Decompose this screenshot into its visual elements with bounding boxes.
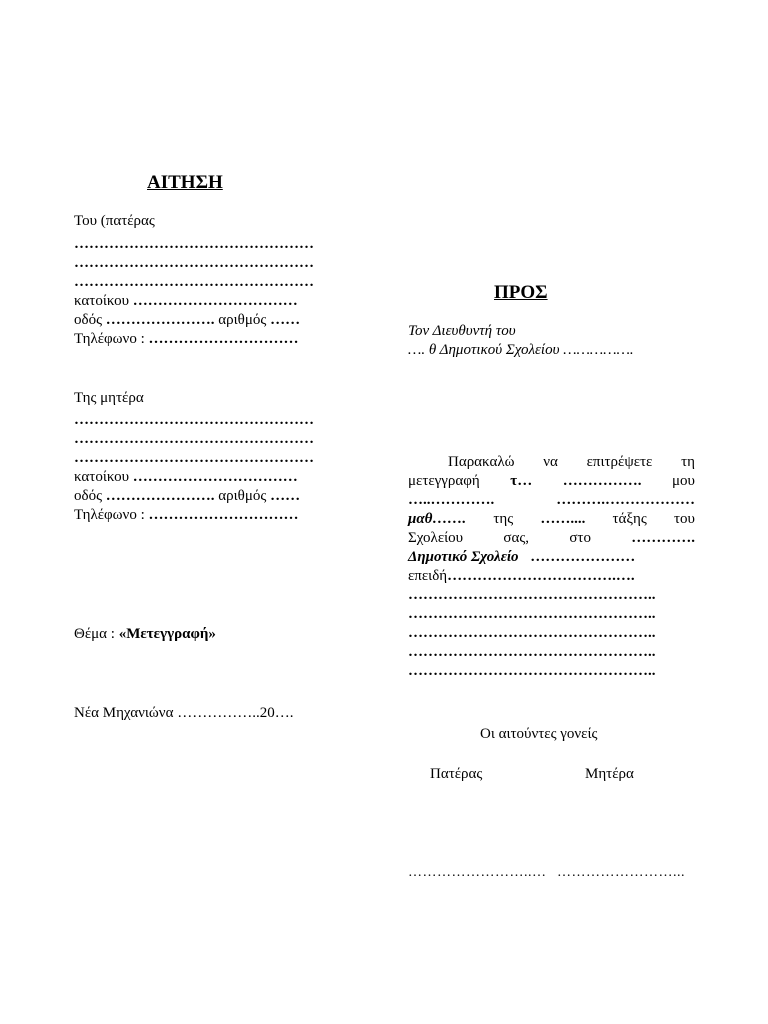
place-date: Νέα Μηχανιώνα ……………..20…. xyxy=(74,705,294,721)
father-name-line-3: ………………………………………… xyxy=(74,274,314,290)
mother-phone-row xyxy=(74,506,299,525)
street-dots: …………………. xyxy=(105,488,215,504)
reason-line-5: ………………………………………….. xyxy=(408,663,656,679)
father-label: Του (πατέρας xyxy=(74,213,155,229)
body-word: ……………. xyxy=(562,473,642,489)
subject-row xyxy=(74,625,216,644)
body-word: τ… xyxy=(510,473,533,489)
body-row-7 xyxy=(408,567,695,586)
document-title: ΑΙΤΗΣΗ xyxy=(147,172,223,193)
body-word: σας, xyxy=(503,530,530,546)
father-phone-row xyxy=(74,330,299,349)
reason-label: επειδή xyxy=(408,568,448,584)
body-row-3 xyxy=(408,491,695,510)
body-word: να xyxy=(543,454,558,470)
body-row-6 xyxy=(408,548,695,567)
body-word: τάξης xyxy=(612,511,647,527)
father-signature-label: Πατέρας xyxy=(430,766,483,782)
subject-label: Θέμα : xyxy=(74,626,115,642)
residence-dots: …………………………… xyxy=(132,469,298,485)
mother-label: Της μητέρα xyxy=(74,390,144,406)
body-word: στο xyxy=(569,530,591,546)
body-word: επιτρέψετε xyxy=(586,454,653,470)
mother-name-line-1: ………………………………………… xyxy=(74,412,314,428)
body-row-5 xyxy=(408,529,695,548)
street-label: οδός xyxy=(74,488,103,504)
body-word: μετεγγραφή xyxy=(408,473,480,489)
body-row-2 xyxy=(408,472,695,491)
recipient-line-2: …. θ Δημοτικού Σχολείου ……………. xyxy=(408,342,634,358)
body-word: τη xyxy=(681,454,695,470)
recipient-line-1: Τον Διευθυντή του xyxy=(408,323,516,339)
number-label: αριθμός xyxy=(218,488,267,504)
number-dots: …… xyxy=(270,488,301,504)
father-signature-line: ……………………..… xyxy=(408,865,547,880)
body-word: Σχολείου xyxy=(408,530,464,546)
reason-line-4: ………………………………………….. xyxy=(408,644,656,660)
signatures-heading: Οι αιτούντες γονείς xyxy=(480,726,598,742)
mother-name-line-3: ………………………………………… xyxy=(74,450,314,466)
residence-dots: …………………………… xyxy=(132,293,298,309)
number-label: αριθμός xyxy=(218,312,267,328)
body-row-1 xyxy=(408,453,695,472)
number-dots: …… xyxy=(270,312,301,328)
reason-dots: …………………………….…. xyxy=(447,568,635,584)
body-row-4 xyxy=(408,510,695,529)
body-word: …………. xyxy=(631,530,695,546)
father-street-row xyxy=(74,311,300,330)
reason-line-3: ………………………………………….. xyxy=(408,625,656,641)
street-label: οδός xyxy=(74,312,103,328)
mother-name-line-2: ………………………………………… xyxy=(74,431,314,447)
phone-dots: ………………………… xyxy=(148,331,299,347)
residence-label: κατοίκου xyxy=(74,293,130,309)
mother-street-row xyxy=(74,487,300,506)
phone-dots: ………………………… xyxy=(148,507,299,523)
request-body xyxy=(408,453,695,681)
reason-line-2: ………………………………………….. xyxy=(408,606,656,622)
school-dots: ………………… xyxy=(530,549,636,565)
phone-label: Τηλέφωνο : xyxy=(74,331,145,347)
body-word: Παρακαλώ xyxy=(448,454,515,470)
subject-value: Μετεγγραφή xyxy=(126,626,209,642)
father-residence-row xyxy=(74,292,298,311)
father-name-line-1: ………………………………………… xyxy=(74,236,314,252)
mother-signature-label: Μητέρα xyxy=(585,766,634,782)
phone-label: Τηλέφωνο : xyxy=(74,507,145,523)
subject-open-quote: « xyxy=(118,626,127,642)
student-field: μαθ……. xyxy=(408,511,467,527)
body-word: …..…………. xyxy=(408,492,495,508)
recipient-heading: ΠΡΟΣ xyxy=(494,282,548,303)
body-word: ……….……………… xyxy=(556,492,695,508)
father-name-line-2: ………………………………………… xyxy=(74,255,314,271)
residence-label: κατοίκου xyxy=(74,469,130,485)
reason-line-1: ………………………………………….. xyxy=(408,587,656,603)
mother-residence-row xyxy=(74,468,298,487)
mother-signature-line: ……………………... xyxy=(557,865,685,880)
body-word: του xyxy=(673,511,695,527)
body-word: της xyxy=(493,511,514,527)
body-word: μου xyxy=(672,473,695,489)
street-dots: …………………. xyxy=(105,312,215,328)
school-name: Δημοτικό Σχολείο xyxy=(408,549,519,565)
class-field: …….... xyxy=(540,511,586,527)
subject-close-quote: » xyxy=(208,626,216,642)
